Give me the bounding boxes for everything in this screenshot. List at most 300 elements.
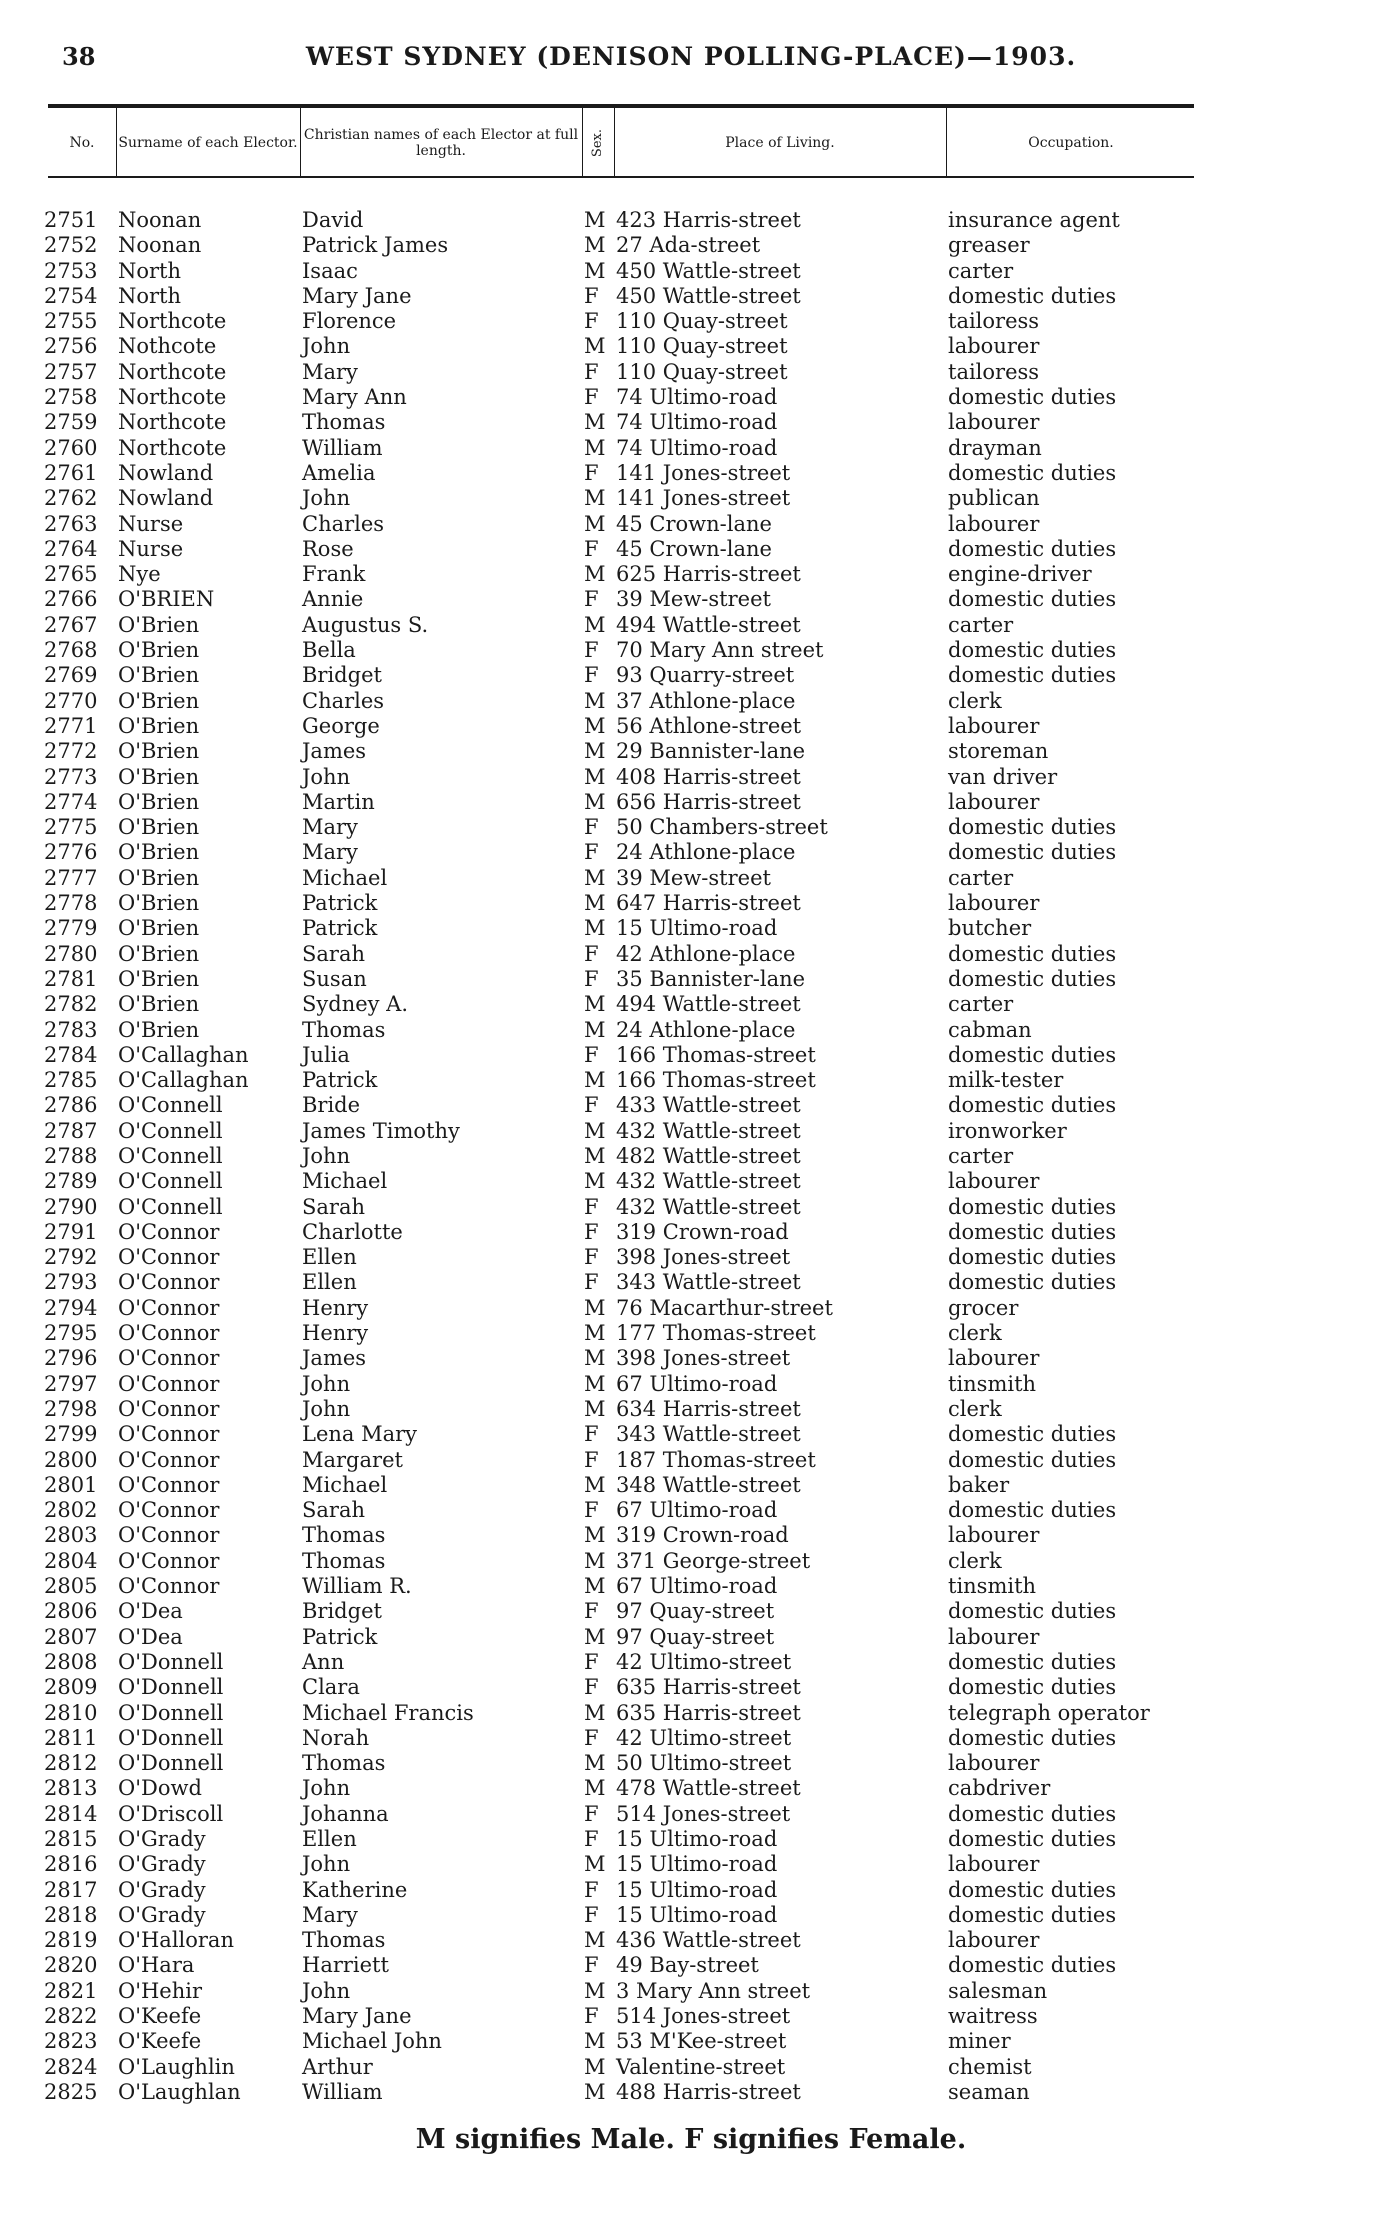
christian-names: Thomas bbox=[302, 1017, 386, 1042]
table-row bbox=[0, 866, 1382, 891]
surname: O'Connor bbox=[118, 1295, 220, 1320]
sex: M bbox=[584, 1068, 606, 1093]
surname: Noonan bbox=[118, 208, 202, 232]
sex: M bbox=[584, 713, 606, 738]
place-of-living: 76 Macarthur-street bbox=[616, 1295, 833, 1320]
surname: O'Brien bbox=[118, 638, 200, 663]
place-of-living: 15 Ultimo-road bbox=[616, 1902, 778, 1927]
christian-names: Bridget bbox=[302, 1599, 382, 1624]
sex: M bbox=[584, 486, 606, 511]
sex: F bbox=[584, 966, 599, 991]
christian-names: Johanna bbox=[302, 1801, 389, 1826]
occupation: domestic duties bbox=[948, 663, 1117, 688]
table-row bbox=[0, 1903, 1382, 1928]
christian-names: John bbox=[302, 1371, 351, 1396]
sex: F bbox=[584, 663, 599, 688]
occupation: domestic duties bbox=[948, 1422, 1117, 1447]
occupation: labourer bbox=[948, 1624, 1040, 1649]
christian-names: William bbox=[302, 435, 383, 460]
sex: M bbox=[584, 1118, 606, 1143]
place-of-living: 494 Wattle-street bbox=[616, 992, 801, 1017]
christian-names: James bbox=[302, 739, 367, 764]
place-of-living: 70 Mary Ann street bbox=[616, 638, 824, 663]
table-row bbox=[0, 1043, 1382, 1068]
christian-names: John bbox=[302, 1852, 351, 1877]
place-of-living: 432 Wattle-street bbox=[616, 1118, 801, 1143]
table-row bbox=[0, 1701, 1382, 1726]
table-row bbox=[0, 436, 1382, 461]
occupation: clerk bbox=[948, 1321, 1002, 1346]
elector-number: 2810 bbox=[44, 1700, 98, 1725]
place-of-living: 177 Thomas-street bbox=[616, 1321, 816, 1346]
occupation: domestic duties bbox=[948, 587, 1117, 612]
place-of-living: 423 Harris-street bbox=[616, 208, 801, 232]
place-of-living: 39 Mew-street bbox=[616, 865, 771, 890]
sex: M bbox=[584, 511, 606, 536]
occupation: domestic duties bbox=[948, 1877, 1117, 1902]
place-of-living: 74 Ultimo-road bbox=[616, 410, 778, 435]
elector-number: 2793 bbox=[44, 1270, 98, 1295]
elector-number: 2808 bbox=[44, 1649, 98, 1674]
christian-names: Annie bbox=[302, 587, 364, 612]
table-row bbox=[0, 512, 1382, 537]
christian-names: Mary bbox=[302, 1902, 358, 1927]
table-row bbox=[0, 1776, 1382, 1801]
surname: O'Connor bbox=[118, 1548, 220, 1573]
elector-number: 2814 bbox=[44, 1801, 98, 1826]
page-number: 38 bbox=[62, 42, 96, 71]
surname: O'Donnell bbox=[118, 1649, 224, 1674]
table-row bbox=[0, 1195, 1382, 1220]
place-of-living: 647 Harris-street bbox=[616, 891, 801, 916]
surname: O'Brien bbox=[118, 789, 200, 814]
table-row bbox=[0, 765, 1382, 790]
sex: F bbox=[584, 1245, 599, 1270]
occupation: labourer bbox=[948, 1346, 1040, 1371]
elector-number: 2770 bbox=[44, 688, 98, 713]
surname: O'Brien bbox=[118, 815, 200, 840]
elector-number: 2787 bbox=[44, 1118, 98, 1143]
surname: O'Connell bbox=[118, 1118, 223, 1143]
christian-names: Michael bbox=[302, 865, 388, 890]
surname: O'Connor bbox=[118, 1574, 220, 1599]
surname: North bbox=[118, 283, 182, 308]
surname: O'Brien bbox=[118, 891, 200, 916]
surname: O'Brien bbox=[118, 941, 200, 966]
table-row bbox=[0, 2004, 1382, 2029]
occupation: domestic duties bbox=[948, 1725, 1117, 1750]
place-of-living: 432 Wattle-street bbox=[616, 1169, 801, 1194]
table-row bbox=[0, 1878, 1382, 1903]
christian-names: John bbox=[302, 486, 351, 511]
elector-number: 2780 bbox=[44, 941, 98, 966]
elector-number: 2785 bbox=[44, 1068, 98, 1093]
surname: Nothcote bbox=[118, 334, 217, 359]
surname: O'Keefe bbox=[118, 2004, 202, 2029]
occupation: carter bbox=[948, 612, 1014, 637]
elector-number: 2778 bbox=[44, 891, 98, 916]
occupation: domestic duties bbox=[948, 638, 1117, 663]
elector-number: 2771 bbox=[44, 713, 98, 738]
christian-names: John bbox=[302, 334, 351, 359]
elector-number: 2786 bbox=[44, 1093, 98, 1118]
place-of-living: 42 Ultimo-street bbox=[616, 1649, 792, 1674]
sex: M bbox=[584, 764, 606, 789]
page-title: WEST SYDNEY (DENISON POLLING-PLACE)—1903. bbox=[305, 42, 1077, 71]
table-row bbox=[0, 1397, 1382, 1422]
christian-names: Amelia bbox=[302, 460, 376, 485]
christian-names: Ellen bbox=[302, 1827, 357, 1851]
sex: F bbox=[584, 1194, 599, 1219]
sex: M bbox=[584, 1346, 606, 1371]
place-of-living: 514 Jones-street bbox=[616, 1801, 791, 1826]
elector-number: 2819 bbox=[44, 1928, 98, 1953]
occupation: labourer bbox=[948, 1852, 1040, 1877]
elector-number: 2761 bbox=[44, 460, 98, 485]
place-of-living: 319 Crown-road bbox=[616, 1523, 789, 1548]
elector-number: 2753 bbox=[44, 258, 98, 283]
sex: F bbox=[584, 941, 599, 966]
surname: O'Connor bbox=[118, 1422, 220, 1447]
occupation: domestic duties bbox=[948, 966, 1117, 991]
elector-number: 2789 bbox=[44, 1169, 98, 1194]
christian-names: Augustus S. bbox=[302, 612, 429, 637]
sex: M bbox=[584, 1169, 606, 1194]
sex: F bbox=[584, 283, 599, 308]
surname: O'Donnell bbox=[118, 1751, 224, 1776]
place-of-living: 93 Quarry-street bbox=[616, 663, 795, 688]
place-of-living: 635 Harris-street bbox=[616, 1700, 801, 1725]
table-row bbox=[0, 1448, 1382, 1473]
sex: F bbox=[584, 1422, 599, 1447]
place-of-living: 29 Bannister-lane bbox=[616, 739, 806, 764]
table-row bbox=[0, 1068, 1382, 1093]
sex: F bbox=[584, 1953, 599, 1978]
place-of-living: 15 Ultimo-road bbox=[616, 1877, 778, 1902]
place-of-living: 398 Jones-street bbox=[616, 1346, 791, 1371]
sex: M bbox=[584, 258, 606, 283]
sex: F bbox=[584, 638, 599, 663]
table-row bbox=[0, 562, 1382, 587]
sex: M bbox=[584, 1143, 606, 1168]
place-of-living: 371 George-street bbox=[616, 1548, 811, 1573]
place-of-living: 42 Ultimo-street bbox=[616, 1725, 792, 1750]
occupation: domestic duties bbox=[948, 385, 1117, 410]
elector-number: 2816 bbox=[44, 1852, 98, 1877]
surname: O'Callaghan bbox=[118, 1068, 249, 1093]
table-row bbox=[0, 233, 1382, 258]
place-of-living: 67 Ultimo-road bbox=[616, 1574, 778, 1599]
surname: O'Grady bbox=[118, 1852, 206, 1877]
place-of-living: 67 Ultimo-road bbox=[616, 1371, 778, 1396]
occupation: seaman bbox=[948, 2079, 1030, 2104]
occupation: domestic duties bbox=[948, 1953, 1117, 1978]
table-row bbox=[0, 385, 1382, 410]
surname: O'Keefe bbox=[118, 2029, 202, 2054]
place-of-living: 24 Athlone-place bbox=[616, 1017, 796, 1042]
table-row bbox=[0, 334, 1382, 359]
christian-names: Mary Jane bbox=[302, 2004, 412, 2029]
table-row bbox=[0, 1422, 1382, 1447]
occupation: domestic duties bbox=[948, 1245, 1117, 1270]
occupation: butcher bbox=[948, 916, 1032, 941]
elector-number: 2756 bbox=[44, 334, 98, 359]
elector-number: 2767 bbox=[44, 612, 98, 637]
elector-number: 2759 bbox=[44, 410, 98, 435]
surname: O'Connor bbox=[118, 1396, 220, 1421]
sex: M bbox=[584, 562, 606, 587]
place-of-living: 45 Crown-lane bbox=[616, 536, 772, 561]
place-of-living: 432 Wattle-street bbox=[616, 1194, 801, 1219]
occupation: clerk bbox=[948, 1548, 1002, 1573]
place-of-living: 15 Ultimo-road bbox=[616, 1827, 778, 1851]
occupation: clerk bbox=[948, 1396, 1002, 1421]
elector-number: 2824 bbox=[44, 2054, 98, 2079]
sex: F bbox=[584, 1827, 599, 1851]
surname: Northcote bbox=[118, 435, 227, 460]
surname: Nurse bbox=[118, 536, 184, 561]
table-row bbox=[0, 1928, 1382, 1953]
surname: O'Grady bbox=[118, 1877, 206, 1902]
elector-number: 2802 bbox=[44, 1498, 98, 1523]
surname: Noonan bbox=[118, 233, 202, 258]
table-row bbox=[0, 815, 1382, 840]
occupation: domestic duties bbox=[948, 1447, 1117, 1472]
elector-number: 2768 bbox=[44, 638, 98, 663]
sex: M bbox=[584, 916, 606, 941]
elector-number: 2807 bbox=[44, 1624, 98, 1649]
elector-number: 2803 bbox=[44, 1523, 98, 1548]
elector-number: 2782 bbox=[44, 992, 98, 1017]
surname: O'Dea bbox=[118, 1599, 183, 1624]
sex: M bbox=[584, 1928, 606, 1953]
sex: M bbox=[584, 1978, 606, 2003]
surname: O'Brien bbox=[118, 739, 200, 764]
occupation: greaser bbox=[948, 233, 1030, 258]
place-of-living: 488 Harris-street bbox=[616, 2079, 801, 2104]
place-of-living: 35 Bannister-lane bbox=[616, 966, 806, 991]
elector-number: 2792 bbox=[44, 1245, 98, 1270]
column-header-sex: Sex. bbox=[590, 128, 605, 158]
surname: Nowland bbox=[118, 486, 214, 511]
christian-names: Florence bbox=[302, 309, 397, 334]
table-row bbox=[0, 613, 1382, 638]
surname: Nowland bbox=[118, 460, 214, 485]
elector-number: 2800 bbox=[44, 1447, 98, 1472]
sex: M bbox=[584, 208, 606, 232]
place-of-living: 27 Ada-street bbox=[616, 233, 761, 258]
table-row bbox=[0, 1953, 1382, 1978]
surname: O'Driscoll bbox=[118, 1801, 224, 1826]
table-row bbox=[0, 1018, 1382, 1043]
table-row bbox=[0, 1675, 1382, 1700]
column-divider bbox=[300, 108, 301, 176]
occupation: labourer bbox=[948, 1523, 1040, 1548]
place-of-living: 15 Ultimo-road bbox=[616, 1852, 778, 1877]
elector-number: 2805 bbox=[44, 1574, 98, 1599]
elector-number: 2813 bbox=[44, 1776, 98, 1801]
sex: M bbox=[584, 1700, 606, 1725]
elector-number: 2823 bbox=[44, 2029, 98, 2054]
surname: Northcote bbox=[118, 309, 227, 334]
christian-names: Patrick bbox=[302, 916, 378, 941]
elector-number: 2784 bbox=[44, 1042, 98, 1067]
elector-number: 2763 bbox=[44, 511, 98, 536]
table-row bbox=[0, 1549, 1382, 1574]
christian-names: Mary bbox=[302, 840, 358, 865]
christian-names: Rose bbox=[302, 536, 354, 561]
sex: F bbox=[584, 385, 599, 410]
surname: O'Brien bbox=[118, 612, 200, 637]
sex: F bbox=[584, 359, 599, 384]
place-of-living: 343 Wattle-street bbox=[616, 1422, 801, 1447]
occupation: cabman bbox=[948, 1017, 1032, 1042]
elector-number: 2798 bbox=[44, 1396, 98, 1421]
header-rule bbox=[48, 104, 1194, 108]
table-row bbox=[0, 663, 1382, 688]
surname: O'Connor bbox=[118, 1523, 220, 1548]
place-of-living: 450 Wattle-street bbox=[616, 283, 801, 308]
table-row bbox=[0, 284, 1382, 309]
surname: O'Connor bbox=[118, 1346, 220, 1371]
sex: M bbox=[584, 1751, 606, 1776]
surname: O'Brien bbox=[118, 916, 200, 941]
table-row bbox=[0, 1498, 1382, 1523]
surname: O'Hehir bbox=[118, 1978, 203, 2003]
sex: F bbox=[584, 1725, 599, 1750]
christian-names: Harriett bbox=[302, 1953, 389, 1978]
table-row bbox=[0, 461, 1382, 486]
elector-number: 2788 bbox=[44, 1143, 98, 1168]
elector-number: 2754 bbox=[44, 283, 98, 308]
table-row bbox=[0, 689, 1382, 714]
place-of-living: 74 Ultimo-road bbox=[616, 435, 778, 460]
sex: M bbox=[584, 688, 606, 713]
christian-names: Sarah bbox=[302, 1194, 365, 1219]
table-row bbox=[0, 1979, 1382, 2004]
christian-names: John bbox=[302, 1396, 351, 1421]
sex: F bbox=[584, 1877, 599, 1902]
christian-names: Isaac bbox=[302, 258, 358, 283]
table-row bbox=[0, 942, 1382, 967]
place-of-living: 53 M'Kee-street bbox=[616, 2029, 787, 2054]
sex: M bbox=[584, 435, 606, 460]
sex: M bbox=[584, 865, 606, 890]
table-row bbox=[0, 840, 1382, 865]
table-row bbox=[0, 1827, 1382, 1852]
surname: O'Brien bbox=[118, 713, 200, 738]
elector-number: 2773 bbox=[44, 764, 98, 789]
occupation: salesman bbox=[948, 1978, 1048, 2003]
occupation: labourer bbox=[948, 1751, 1040, 1776]
surname: O'Brien bbox=[118, 992, 200, 1017]
table-row bbox=[0, 967, 1382, 992]
place-of-living: 656 Harris-street bbox=[616, 789, 801, 814]
christian-names: Thomas bbox=[302, 1523, 386, 1548]
sex: M bbox=[584, 1321, 606, 1346]
table-row bbox=[0, 410, 1382, 435]
table-row bbox=[0, 1372, 1382, 1397]
sex: M bbox=[584, 1776, 606, 1801]
elector-number: 2762 bbox=[44, 486, 98, 511]
surname: O'Connor bbox=[118, 1219, 220, 1244]
christian-names: Michael John bbox=[302, 2029, 442, 2054]
elector-number: 2776 bbox=[44, 840, 98, 865]
sex: M bbox=[584, 2054, 606, 2079]
occupation: carter bbox=[948, 1143, 1014, 1168]
place-of-living: 67 Ultimo-road bbox=[616, 1498, 778, 1523]
table-row bbox=[0, 1574, 1382, 1599]
sex: F bbox=[584, 460, 599, 485]
surname: Northcote bbox=[118, 410, 227, 435]
surname: O'Donnell bbox=[118, 1675, 224, 1700]
christian-names: Charlotte bbox=[302, 1219, 403, 1244]
place-of-living: 436 Wattle-street bbox=[616, 1928, 801, 1953]
christian-names: Thomas bbox=[302, 410, 386, 435]
occupation: labourer bbox=[948, 1169, 1040, 1194]
elector-number: 2752 bbox=[44, 233, 98, 258]
surname: O'Connor bbox=[118, 1270, 220, 1295]
occupation: tinsmith bbox=[948, 1574, 1037, 1599]
place-of-living: 110 Quay-street bbox=[616, 309, 788, 334]
sex: M bbox=[584, 1295, 606, 1320]
christian-names: Ann bbox=[302, 1649, 345, 1674]
elector-number: 2797 bbox=[44, 1371, 98, 1396]
sex: F bbox=[584, 1270, 599, 1295]
christian-names: Bridget bbox=[302, 663, 382, 688]
sex: F bbox=[584, 840, 599, 865]
christian-names: Martin bbox=[302, 789, 375, 814]
christian-names: Clara bbox=[302, 1675, 360, 1700]
christian-names: Katherine bbox=[302, 1877, 408, 1902]
elector-number: 2781 bbox=[44, 966, 98, 991]
place-of-living: 514 Jones-street bbox=[616, 2004, 791, 2029]
elector-number: 2804 bbox=[44, 1548, 98, 1573]
table-row bbox=[0, 1296, 1382, 1321]
elector-number: 2806 bbox=[44, 1599, 98, 1624]
surname: O'Dowd bbox=[118, 1776, 202, 1801]
table-row bbox=[0, 1119, 1382, 1144]
occupation: domestic duties bbox=[948, 460, 1117, 485]
surname: O'Connor bbox=[118, 1371, 220, 1396]
table-row bbox=[0, 1625, 1382, 1650]
sex: M bbox=[584, 992, 606, 1017]
elector-number: 2796 bbox=[44, 1346, 98, 1371]
occupation: cabdriver bbox=[948, 1776, 1051, 1801]
sex: M bbox=[584, 1472, 606, 1497]
occupation: domestic duties bbox=[948, 1042, 1117, 1067]
sex: M bbox=[584, 739, 606, 764]
occupation: ironworker bbox=[948, 1118, 1067, 1143]
table-row bbox=[0, 259, 1382, 284]
occupation: domestic duties bbox=[948, 1194, 1117, 1219]
surname: O'Brien bbox=[118, 840, 200, 865]
column-header-no: No. bbox=[69, 135, 95, 151]
occupation: domestic duties bbox=[948, 1827, 1117, 1851]
place-of-living: 50 Chambers-street bbox=[616, 815, 828, 840]
occupation: miner bbox=[948, 2029, 1011, 2054]
column-header-surname: Surname of each Elector. bbox=[118, 135, 298, 151]
sex-legend: M signifies Male. F signifies Female. bbox=[415, 2124, 967, 2155]
surname: O'Connor bbox=[118, 1245, 220, 1270]
christian-names: James bbox=[302, 1346, 367, 1371]
occupation: domestic duties bbox=[948, 1270, 1117, 1295]
elector-number: 2820 bbox=[44, 1953, 98, 1978]
surname: O'Donnell bbox=[118, 1700, 224, 1725]
table-row bbox=[0, 1726, 1382, 1751]
elector-number: 2758 bbox=[44, 385, 98, 410]
place-of-living: 398 Jones-street bbox=[616, 1245, 791, 1270]
